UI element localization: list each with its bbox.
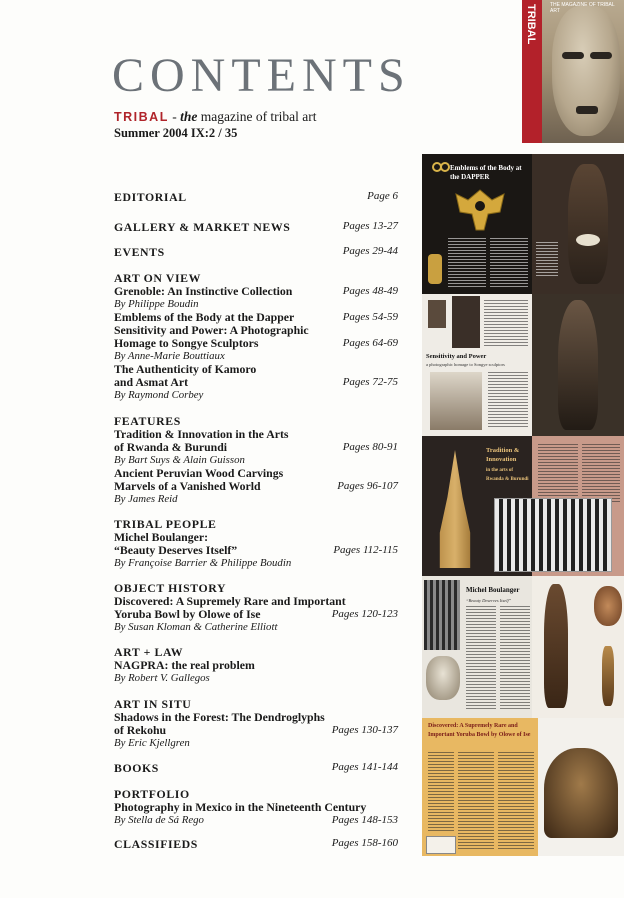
cover-logo: TRIBAL <box>525 4 537 45</box>
article-author: By James Reid <box>114 493 178 505</box>
toc-section-art-law <box>114 645 404 697</box>
text-column <box>488 372 528 428</box>
section-title: ART ON VIEW <box>114 271 202 285</box>
toc-section-art-in-situ <box>114 697 404 761</box>
thumbnail-yoruba-bowl[interactable] <box>422 718 624 856</box>
document-photo <box>426 836 456 854</box>
article-pages: Pages 48-49 <box>342 285 398 297</box>
section-title: PORTFOLIO <box>114 787 190 801</box>
spread-headline: Emblems of the Body at the DAPPER <box>450 164 522 181</box>
standing-figure-image <box>544 584 568 708</box>
article-author: By Philippe Boudin <box>114 298 199 310</box>
toc-section-events[interactable] <box>114 245 404 271</box>
article-author: By Raymond Corbey <box>114 389 204 401</box>
section-title: FEATURES <box>114 414 181 428</box>
text-column <box>428 752 454 832</box>
songye-figure-photo <box>430 372 482 430</box>
shell-ornament-icon <box>576 234 600 246</box>
article-author: By Anne-Marie Bouttiaux <box>114 350 225 362</box>
magazine-tagline <box>114 109 317 125</box>
section-title: ART IN SITU <box>114 697 192 711</box>
article-title[interactable]: Ancient Peruvian Wood Carvings <box>114 466 284 480</box>
article-title-line2[interactable]: Yoruba Bowl by Olowe of Ise <box>114 607 261 621</box>
article-pages: Pages 96-107 <box>337 480 398 492</box>
toc-section-gallery-market-news[interactable] <box>114 220 404 245</box>
section-title: ART + LAW <box>114 645 184 659</box>
toc-section-object-history <box>114 581 404 645</box>
text-column <box>458 752 494 850</box>
toc-section-editorial[interactable] <box>114 190 404 220</box>
spiral-ornament-icon <box>432 162 450 172</box>
article-title-line2[interactable]: Homage to Songye Sculptors <box>114 336 259 350</box>
article-pages: Pages 120-123 <box>331 608 398 620</box>
spread-headline: Tradition & Innovation <box>486 447 520 463</box>
article-author: By Françoise Barrier & Philippe Boudin <box>114 557 292 569</box>
article-title[interactable]: The Authenticity of Kamoro <box>114 362 257 376</box>
article-spread-thumbnails <box>422 154 624 856</box>
section-title: TRIBAL PEOPLE <box>114 517 217 531</box>
text-column <box>466 606 496 710</box>
gold-pectoral-icon <box>452 184 508 234</box>
cover-tagline: THE MAGAZINE OF TRIBAL ART <box>550 2 615 14</box>
section-pages: Page 6 <box>367 190 398 202</box>
text-column <box>498 752 534 850</box>
yoruba-bowl-image <box>544 748 618 838</box>
article-pages: Pages 54-59 <box>342 311 398 323</box>
spread-left-page <box>422 718 538 856</box>
spread-headline: Sensitivity and Power <box>426 353 487 360</box>
article-title[interactable]: Shadows in the Forest: The Dendroglyphs <box>114 710 325 724</box>
text-column <box>500 606 530 710</box>
spread-left-page <box>422 294 532 436</box>
text-column <box>582 444 620 504</box>
toc-section-classifieds[interactable] <box>114 837 404 857</box>
article-title[interactable]: Sensitivity and Power: A Photographic <box>114 323 309 337</box>
thumbnail-michel-boulanger[interactable] <box>422 576 624 718</box>
toc-section-tribal-people <box>114 517 404 581</box>
article-author: By Susan Kloman & Catherine Elliott <box>114 621 278 633</box>
section-title: CLASSIFIEDS <box>114 837 198 851</box>
article-title[interactable]: Grenoble: An Instinctive Collection <box>114 284 293 298</box>
wooden-mask-image <box>568 164 608 284</box>
mask-icon <box>552 6 620 136</box>
text-column <box>538 444 578 504</box>
article-title-line2[interactable]: of Rwanda & Burundi <box>114 440 228 454</box>
spread-headline: Michel Boulanger <box>466 586 520 594</box>
songye-figure-photo <box>452 296 480 348</box>
article-title-line2[interactable]: Marvels of a Vanished World <box>114 479 261 493</box>
spread-right-page <box>532 154 624 294</box>
section-title: EDITORIAL <box>114 190 187 204</box>
page-title: CONTENTS <box>112 49 411 102</box>
article-pages: Pages 80-91 <box>342 441 398 453</box>
tagline-text: magazine of tribal art <box>197 109 317 124</box>
section-title: OBJECT HISTORY <box>114 581 227 595</box>
toc-section-portfolio <box>114 787 404 837</box>
gallery-photo <box>424 580 460 650</box>
section-pages: Pages 158-160 <box>331 837 398 849</box>
thumbnail-songye[interactable] <box>422 294 624 436</box>
text-column <box>490 238 528 288</box>
spread-left-page <box>422 576 532 718</box>
spread-headline: Discovered: A Supremely Rare and Important Yoruba Bowl by Olowe of Ise <box>428 723 531 738</box>
section-pages: Pages 29-44 <box>342 245 398 257</box>
article-title-line2[interactable]: and Asmat Art <box>114 375 189 389</box>
article-author: By Robert V. Gallegos <box>114 672 210 684</box>
tagline-dash: - <box>168 109 181 124</box>
section-title: EVENTS <box>114 245 165 259</box>
section-title: BOOKS <box>114 761 159 775</box>
spread-right-page <box>538 718 624 856</box>
toc-section-books[interactable] <box>114 761 404 787</box>
figure-photo-small <box>428 300 446 328</box>
article-title[interactable]: Tradition & Innovation in the Arts <box>114 427 289 441</box>
article-pages: Pages 72-75 <box>342 376 398 388</box>
caption-text <box>536 242 558 278</box>
table-of-contents <box>114 190 404 857</box>
article-pages: Pages 148-153 <box>331 814 398 826</box>
mask-image <box>542 0 624 143</box>
article-author: By Eric Kjellgren <box>114 737 190 749</box>
toc-section-art-on-view <box>114 271 404 414</box>
mask-mouth <box>576 106 598 114</box>
spread-subhead: in the arts of Rwanda & Burundi <box>486 468 529 482</box>
text-column <box>484 300 528 348</box>
article-title[interactable]: Photography in Mexico in the Nineteenth Century <box>114 800 367 814</box>
thumbnail-emblems[interactable] <box>422 154 624 294</box>
brand-name: TRIBAL <box>114 110 169 124</box>
article-pages: Pages 64-69 <box>342 337 398 349</box>
article-title[interactable]: Discovered: A Supremely Rare and Important <box>114 594 346 608</box>
article-title-line2[interactable]: of Rekohu <box>114 723 167 737</box>
issue-info: Summer 2004 IX:2 / 35 <box>114 126 238 140</box>
spread-left-page <box>422 154 532 294</box>
mask-image <box>594 586 622 626</box>
magazine-cover-thumbnail[interactable] <box>522 0 624 143</box>
mask-eye-left <box>562 52 584 59</box>
section-pages: Pages 13-27 <box>342 220 398 232</box>
article-title[interactable]: Emblems of the Body at the Dapper <box>114 310 295 324</box>
spread-subhead: “Beauty Deserves Itself” <box>466 598 512 603</box>
article-author: By Bart Suys & Alain Guisson <box>114 454 245 466</box>
white-mask-image <box>426 656 460 700</box>
carved-object-image <box>602 646 614 706</box>
historic-photograph <box>494 498 612 572</box>
spread-right-page <box>532 576 624 718</box>
spread-right-page <box>532 294 624 436</box>
spread-subhead: a photographic homage to Songye sculptors <box>426 362 505 367</box>
tagline-the: the <box>180 109 198 124</box>
section-pages: Pages 141-144 <box>331 761 398 773</box>
toc-section-features <box>114 414 404 517</box>
thumbnail-rwanda-burundi[interactable] <box>422 436 624 576</box>
gold-jewel-icon <box>428 254 442 284</box>
article-title[interactable]: NAGPRA: the real problem <box>114 658 255 672</box>
mask-eye-right <box>590 52 612 59</box>
article-author: By Stella de Sá Rego <box>114 814 204 826</box>
article-pages: Pages 112-115 <box>333 544 398 556</box>
article-pages: Pages 130-137 <box>331 724 398 736</box>
songye-sculpture-image <box>558 300 598 430</box>
article-title-line2[interactable]: “Beauty Deserves Itself” <box>114 543 238 557</box>
article-title[interactable]: Michel Boulanger: <box>114 530 209 544</box>
section-title: GALLERY & MARKET NEWS <box>114 220 291 234</box>
text-column <box>448 238 486 288</box>
woven-basket-image <box>436 450 474 568</box>
